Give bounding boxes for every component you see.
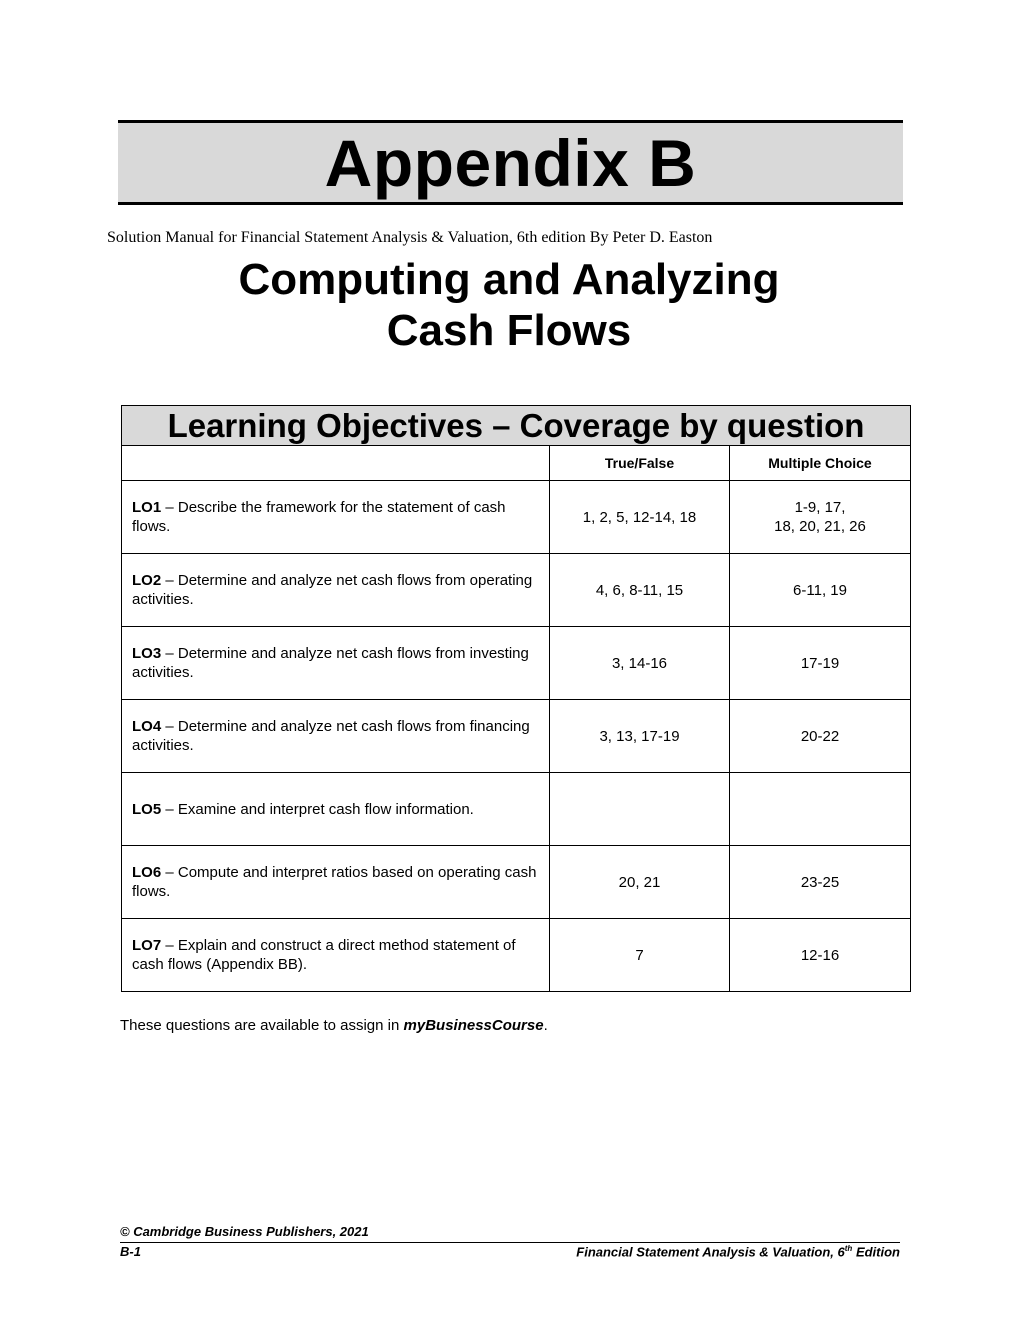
true-false-questions: 1, 2, 5, 12-14, 18 xyxy=(550,481,730,554)
objective-code: LO7 xyxy=(132,937,162,954)
table-column-headers xyxy=(122,446,911,481)
chapter-title-line1: Computing and Analyzing xyxy=(238,255,780,304)
true-false-questions xyxy=(550,773,730,846)
assignment-note xyxy=(120,1017,548,1034)
objective-text: – Determine and analyze net cash flows from operating activities. xyxy=(132,572,533,608)
table-row xyxy=(122,627,911,700)
objective-description xyxy=(122,700,550,773)
table-row xyxy=(122,846,911,919)
objective-description xyxy=(122,919,550,992)
mc-line: 18, 20, 21, 26 xyxy=(774,518,866,535)
true-false-questions: 4, 6, 8-11, 15 xyxy=(550,554,730,627)
mc-line: 1-9, 17, xyxy=(794,499,846,516)
table-row xyxy=(122,700,911,773)
note-brand: myBusinessCourse xyxy=(403,1017,544,1034)
appendix-title: Appendix B xyxy=(324,125,697,200)
footer-divider xyxy=(120,1242,900,1243)
objective-code: LO1 xyxy=(132,499,162,516)
true-false-questions: 20, 21 xyxy=(550,846,730,919)
learning-objectives-table xyxy=(121,405,911,992)
note-prefix: These questions are available to assign in xyxy=(120,1017,404,1034)
source-line: Solution Manual for Financial Statement Analysis & Valuation, 6th edition By Peter D. Easton xyxy=(107,229,713,246)
true-false-questions: 7 xyxy=(550,919,730,992)
objective-text: – Explain and construct a direct method statement of cash flows (Appendix BB). xyxy=(132,937,516,973)
multiple-choice-questions: 23-25 xyxy=(730,846,911,919)
multiple-choice-questions xyxy=(730,773,911,846)
table-row xyxy=(122,481,911,554)
blank-header-cell xyxy=(122,446,550,481)
chapter-title xyxy=(0,254,1018,356)
table-row xyxy=(122,919,911,992)
true-false-questions: 3, 14-16 xyxy=(550,627,730,700)
footer-copyright: © Cambridge Business Publishers, 2021 xyxy=(120,1224,369,1239)
objective-description xyxy=(122,481,550,554)
objective-description xyxy=(122,773,550,846)
objective-description xyxy=(122,554,550,627)
true-false-header: True/False xyxy=(550,446,730,481)
objective-text: – Describe the framework for the statement of cash flows. xyxy=(132,499,506,535)
multiple-choice-questions: 20-22 xyxy=(730,700,911,773)
note-suffix: . xyxy=(543,1017,548,1034)
objective-code: LO3 xyxy=(132,645,162,662)
objective-code: LO6 xyxy=(132,864,162,881)
multiple-choice-questions: 12-16 xyxy=(730,919,911,992)
book-title-prefix: Financial Statement Analysis & Valuation, 6 xyxy=(576,1244,845,1260)
book-title-sup: th xyxy=(844,1244,853,1253)
table-row xyxy=(122,773,911,846)
objective-code: LO4 xyxy=(132,718,162,735)
multiple-choice-questions xyxy=(730,481,911,554)
multiple-choice-questions: 17-19 xyxy=(730,627,911,700)
objective-text: – Compute and interpret ratios based on operating cash flows. xyxy=(132,864,537,900)
multiple-choice-questions: 6-11, 19 xyxy=(730,554,911,627)
table-row xyxy=(122,554,911,627)
objective-text: – Examine and interpret cash flow information. xyxy=(161,800,474,818)
objective-code: LO2 xyxy=(132,572,162,589)
footer-page-number: B-1 xyxy=(120,1244,141,1259)
objective-code: LO5 xyxy=(132,800,162,818)
objective-text: – Determine and analyze net cash flows from investing activities. xyxy=(132,645,529,681)
objective-description xyxy=(122,846,550,919)
appendix-banner xyxy=(118,120,903,205)
book-title-suffix: Edition xyxy=(852,1244,900,1260)
true-false-questions: 3, 13, 17-19 xyxy=(550,700,730,773)
footer-book-title xyxy=(576,1244,900,1259)
objective-text: – Determine and analyze net cash flows from financing activities. xyxy=(132,718,530,754)
objective-description xyxy=(122,627,550,700)
chapter-title-line2: Cash Flows xyxy=(386,306,632,355)
table-heading: Learning Objectives – Coverage by question xyxy=(122,406,911,446)
multiple-choice-header: Multiple Choice xyxy=(730,446,911,481)
